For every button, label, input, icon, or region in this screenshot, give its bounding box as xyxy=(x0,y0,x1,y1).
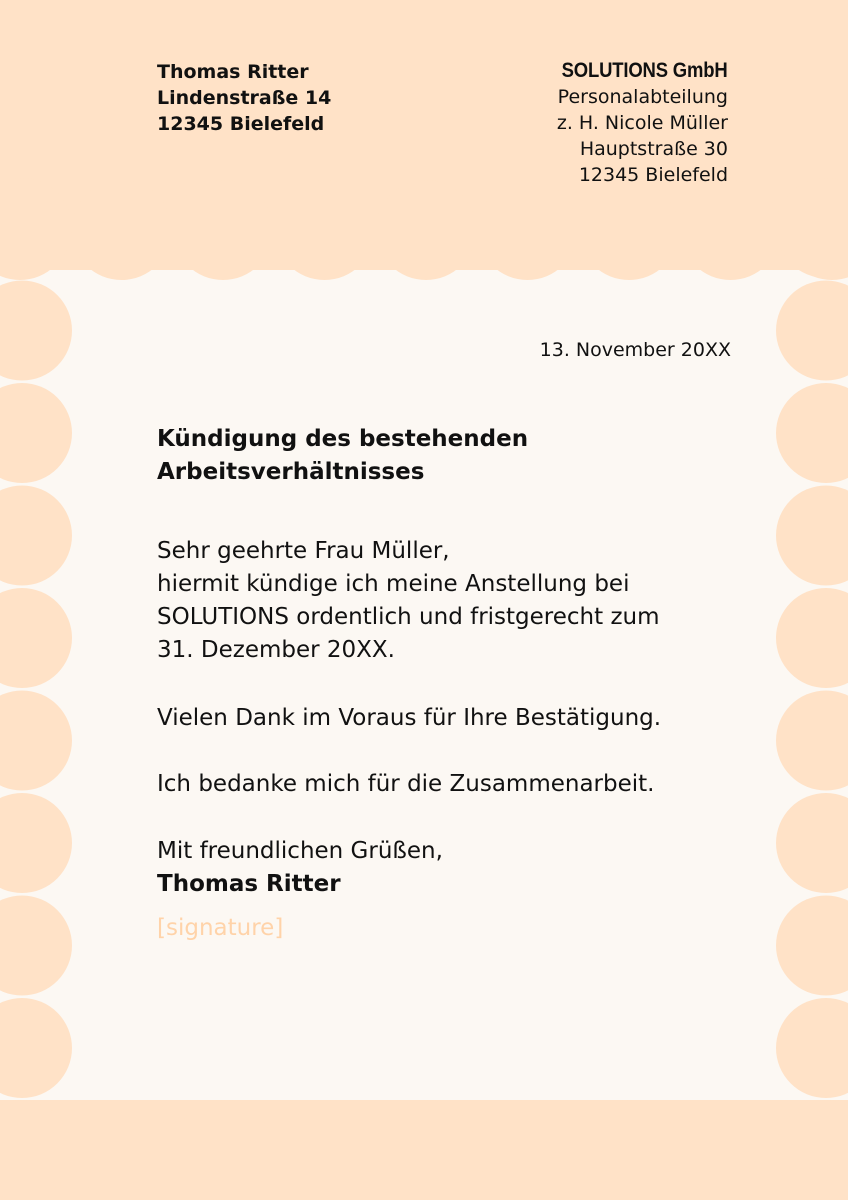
letter-paragraph-2 xyxy=(157,702,737,735)
letter-paragraph-3 xyxy=(157,768,737,801)
recipient-address xyxy=(539,58,728,188)
paragraph-text: Vielen Dank im Voraus für Ihre Bestätigung. xyxy=(157,705,662,731)
letter-paragraph-1 xyxy=(157,535,737,667)
salutation: Sehr geehrte Frau Müller, xyxy=(157,538,450,564)
scallop xyxy=(173,180,273,280)
scallop xyxy=(173,1100,273,1200)
paper-area xyxy=(0,270,848,1100)
paragraph-line: hiermit kündige ich meine Anstellung bei xyxy=(157,571,630,597)
letter-date: 13. November 20XX xyxy=(539,339,731,361)
paragraph-line: SOLUTIONS ordentlich und fristgerecht zum xyxy=(157,604,660,630)
letter-subject: Kündigung des bestehenden Arbeitsverhältnisses xyxy=(157,426,529,485)
signature-placeholder: [signature] xyxy=(157,915,284,941)
sender-city: 12345 Bielefeld xyxy=(157,113,325,135)
recipient-department: Personalabteilung xyxy=(557,86,728,108)
sender-name: Thomas Ritter xyxy=(157,61,309,83)
scallop xyxy=(579,180,679,280)
recipient-street: Hauptstraße 30 xyxy=(579,138,728,160)
scallop xyxy=(478,180,578,280)
paragraph-text: Ich bedanke mich für die Zusammenarbeit. xyxy=(157,771,655,797)
recipient-city: 12345 Bielefeld xyxy=(578,164,728,186)
scallop xyxy=(376,1100,476,1200)
paragraph-line: 31. Dezember 20XX. xyxy=(157,637,395,663)
letter-closing xyxy=(157,835,737,901)
closing-phrase: Mit freundlichen Grüßen, xyxy=(157,838,443,864)
scallop xyxy=(681,180,781,280)
recipient-attention: z. H. Nicole Müller xyxy=(556,112,728,134)
scallop xyxy=(478,1100,578,1200)
sender-address xyxy=(157,59,331,137)
scallop xyxy=(376,180,476,280)
scallop xyxy=(681,1100,781,1200)
recipient-company: SOLUTIONS GmbH xyxy=(562,59,728,82)
scallop xyxy=(72,180,172,280)
scallop xyxy=(275,1100,375,1200)
scallop xyxy=(72,1100,172,1200)
scallop xyxy=(275,180,375,280)
signer-name: Thomas Ritter xyxy=(157,871,341,897)
sender-street: Lindenstraße 14 xyxy=(157,87,332,109)
scallop xyxy=(579,1100,679,1200)
